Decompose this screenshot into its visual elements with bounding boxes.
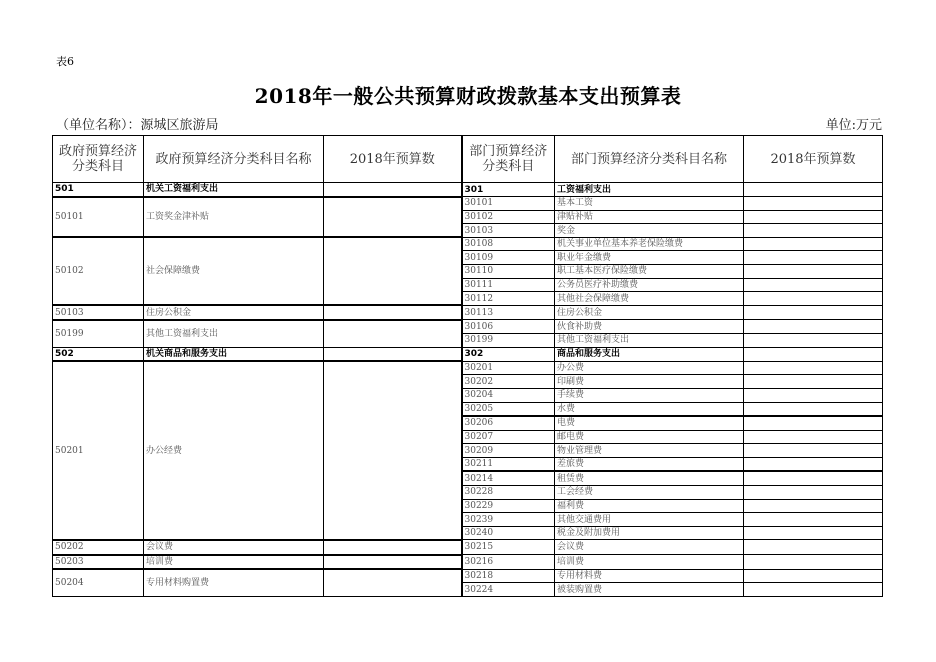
dept-code-cell: 30106 — [462, 320, 555, 334]
gov-amount-cell — [324, 361, 462, 540]
dept-amount-cell — [744, 583, 883, 597]
dept-amount-cell — [744, 444, 883, 458]
table-row — [53, 183, 883, 197]
table-row — [53, 347, 883, 361]
dept-name-cell: 差旅费 — [555, 457, 744, 471]
header-dept-code: 部门预算经济分类科目 — [462, 136, 555, 183]
dept-code-cell: 30199 — [462, 334, 555, 348]
header-dept-name: 部门预算经济分类科目名称 — [555, 136, 744, 183]
dept-amount-cell — [744, 347, 883, 361]
gov-amount-cell — [324, 569, 462, 596]
gov-name-cell: 工资奖金津补贴 — [144, 197, 324, 238]
gov-name-cell: 住房公积金 — [144, 305, 324, 320]
dept-name-cell: 职业年金缴费 — [555, 251, 744, 265]
dept-code-cell: 30204 — [462, 388, 555, 402]
gov-amount-cell — [324, 347, 462, 361]
dept-amount-cell — [744, 430, 883, 444]
dept-name-cell: 福利费 — [555, 499, 744, 513]
dept-code-cell: 30228 — [462, 486, 555, 500]
dept-amount-cell — [744, 402, 883, 416]
dept-amount-cell — [744, 251, 883, 265]
dept-name-cell: 物业管理费 — [555, 444, 744, 458]
gov-code-cell: 50103 — [53, 305, 144, 320]
dept-name-cell: 税金及附加费用 — [555, 526, 744, 540]
dept-code-cell: 30112 — [462, 292, 555, 306]
gov-amount-cell — [324, 320, 462, 347]
table-row — [53, 540, 883, 555]
gov-name-cell: 机关工资福利支出 — [144, 183, 324, 197]
gov-amount-cell — [324, 540, 462, 555]
dept-name-cell: 伙食补助费 — [555, 320, 744, 334]
dept-code-cell: 30111 — [462, 278, 555, 292]
gov-amount-cell — [324, 183, 462, 197]
dept-code-cell: 30224 — [462, 583, 555, 597]
dept-name-cell: 被装购置费 — [555, 583, 744, 597]
dept-code-cell: 30202 — [462, 375, 555, 389]
dept-code-cell: 30240 — [462, 526, 555, 540]
dept-code-cell: 30209 — [462, 444, 555, 458]
table-row — [53, 305, 883, 320]
unit-name: （单位名称）：源城区旅游局 — [56, 118, 219, 133]
dept-amount-cell — [744, 526, 883, 540]
dept-code-cell: 30205 — [462, 402, 555, 416]
dept-code-cell: 30229 — [462, 499, 555, 513]
dept-name-cell: 印刷费 — [555, 375, 744, 389]
header-gov-code: 政府预算经济分类科目 — [53, 136, 144, 183]
dept-amount-cell — [744, 499, 883, 513]
gov-code-cell: 502 — [53, 347, 144, 361]
dept-name-cell: 电费 — [555, 416, 744, 430]
gov-amount-cell — [324, 305, 462, 320]
table-body — [53, 183, 883, 597]
dept-name-cell: 其他交通费用 — [555, 513, 744, 527]
dept-code-cell: 30103 — [462, 224, 555, 238]
table-row — [53, 361, 883, 375]
dept-name-cell: 奖金 — [555, 224, 744, 238]
dept-amount-cell — [744, 569, 883, 583]
dept-amount-cell — [744, 334, 883, 348]
dept-name-cell: 工会经费 — [555, 486, 744, 500]
table-header-row — [53, 136, 883, 183]
dept-name-cell: 基本工资 — [555, 197, 744, 211]
dept-amount-cell — [744, 555, 883, 570]
dept-amount-cell — [744, 416, 883, 430]
dept-amount-cell — [744, 361, 883, 375]
budget-table — [52, 135, 883, 597]
dept-code-cell: 30110 — [462, 265, 555, 279]
header-gov-name: 政府预算经济分类科目名称 — [144, 136, 324, 183]
gov-name-cell: 会议费 — [144, 540, 324, 555]
currency-unit: 单位:万元 — [825, 118, 882, 133]
gov-name-cell: 办公经费 — [144, 361, 324, 540]
dept-amount-cell — [744, 292, 883, 306]
gov-code-cell: 50203 — [53, 555, 144, 570]
dept-amount-cell — [744, 457, 883, 471]
dept-amount-cell — [744, 278, 883, 292]
dept-code-cell: 302 — [462, 347, 555, 361]
dept-amount-cell — [744, 540, 883, 555]
dept-code-cell: 30102 — [462, 210, 555, 224]
table-row — [53, 197, 883, 211]
dept-code-cell: 301 — [462, 183, 555, 197]
gov-name-cell: 社会保障缴费 — [144, 237, 324, 305]
header-gov-amount: 2018年预算数 — [324, 136, 462, 183]
dept-name-cell: 职工基本医疗保险缴费 — [555, 265, 744, 279]
dept-name-cell: 公务员医疗补助缴费 — [555, 278, 744, 292]
dept-amount-cell — [744, 265, 883, 279]
gov-name-cell: 培训费 — [144, 555, 324, 570]
dept-code-cell: 30214 — [462, 471, 555, 485]
gov-amount-cell — [324, 555, 462, 570]
gov-code-cell: 50202 — [53, 540, 144, 555]
dept-code-cell: 30218 — [462, 569, 555, 583]
dept-code-cell: 30113 — [462, 305, 555, 320]
dept-code-cell: 30215 — [462, 540, 555, 555]
dept-name-cell: 培训费 — [555, 555, 744, 570]
dept-amount-cell — [744, 486, 883, 500]
dept-name-cell: 水费 — [555, 402, 744, 416]
dept-amount-cell — [744, 513, 883, 527]
dept-amount-cell — [744, 183, 883, 197]
dept-name-cell: 租赁费 — [555, 471, 744, 485]
table-row — [53, 555, 883, 570]
gov-code-cell: 50199 — [53, 320, 144, 347]
gov-code-cell: 501 — [53, 183, 144, 197]
dept-amount-cell — [744, 388, 883, 402]
dept-name-cell: 津贴补贴 — [555, 210, 744, 224]
dept-name-cell: 办公费 — [555, 361, 744, 375]
dept-amount-cell — [744, 197, 883, 211]
table-row — [53, 237, 883, 251]
dept-amount-cell — [744, 305, 883, 320]
gov-name-cell: 专用材料购置费 — [144, 569, 324, 596]
dept-name-cell: 其他社会保障缴费 — [555, 292, 744, 306]
dept-amount-cell — [744, 471, 883, 485]
dept-code-cell: 30239 — [462, 513, 555, 527]
dept-name-cell: 机关事业单位基本养老保险缴费 — [555, 237, 744, 251]
dept-amount-cell — [744, 224, 883, 238]
dept-code-cell: 30207 — [462, 430, 555, 444]
dept-name-cell: 手续费 — [555, 388, 744, 402]
dept-amount-cell — [744, 320, 883, 334]
dept-code-cell: 30108 — [462, 237, 555, 251]
dept-name-cell: 工资福利支出 — [555, 183, 744, 197]
dept-name-cell: 邮电费 — [555, 430, 744, 444]
gov-name-cell: 其他工资福利支出 — [144, 320, 324, 347]
dept-code-cell: 30201 — [462, 361, 555, 375]
header-dept-amount: 2018年预算数 — [744, 136, 883, 183]
dept-name-cell: 住房公积金 — [555, 305, 744, 320]
dept-code-cell: 30206 — [462, 416, 555, 430]
gov-code-cell: 50204 — [53, 569, 144, 596]
gov-code-cell: 50101 — [53, 197, 144, 238]
dept-amount-cell — [744, 237, 883, 251]
gov-code-cell: 50201 — [53, 361, 144, 540]
dept-name-cell: 会议费 — [555, 540, 744, 555]
gov-name-cell: 机关商品和服务支出 — [144, 347, 324, 361]
table-row — [53, 320, 883, 334]
dept-name-cell: 专用材料费 — [555, 569, 744, 583]
gov-amount-cell — [324, 197, 462, 238]
dept-code-cell: 30211 — [462, 457, 555, 471]
dept-code-cell: 30101 — [462, 197, 555, 211]
dept-amount-cell — [744, 210, 883, 224]
dept-amount-cell — [744, 375, 883, 389]
dept-name-cell: 商品和服务支出 — [555, 347, 744, 361]
dept-code-cell: 30109 — [462, 251, 555, 265]
gov-amount-cell — [324, 237, 462, 305]
table-row — [53, 569, 883, 583]
gov-code-cell: 50102 — [53, 237, 144, 305]
dept-code-cell: 30216 — [462, 555, 555, 570]
table-number: 表6 — [56, 55, 74, 68]
page-title: 2018年一般公共预算财政拨款基本支出预算表 — [254, 84, 682, 108]
dept-name-cell: 其他工资福利支出 — [555, 334, 744, 348]
